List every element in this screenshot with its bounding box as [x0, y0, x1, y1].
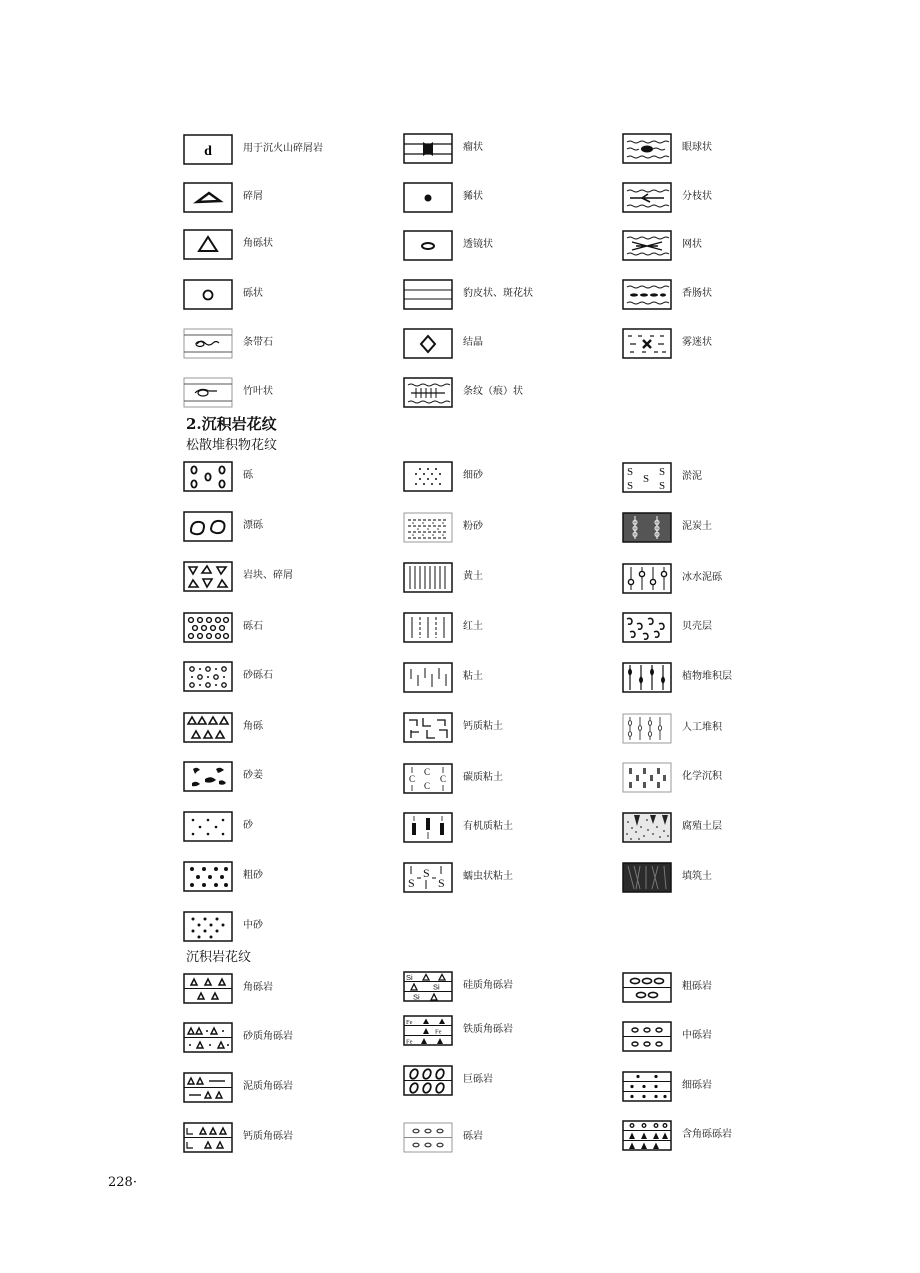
symbol-letter-s: S: [438, 875, 445, 890]
symbol-text-si: Si: [413, 992, 420, 1001]
symbol-letter-c: C: [424, 780, 431, 791]
legend-label: 碳质粘土: [463, 772, 503, 783]
organic-clay-symbol: [403, 812, 453, 843]
bamboo-leaf-symbol: [183, 377, 233, 408]
symbol-text-si: Si: [406, 972, 413, 982]
calcareous-nodule-symbol: [183, 761, 233, 792]
legend-item-reticulate: [622, 228, 702, 262]
legend-item-sandy-breccia: [183, 1020, 293, 1054]
legend-item-rock-block-debris: [183, 559, 293, 593]
legend-label: 瘤状: [463, 142, 483, 153]
legend-item-silt-mud: [622, 460, 702, 494]
crystalline-symbol: [403, 328, 453, 359]
chemical-deposit-symbol: [622, 762, 672, 793]
legend-item-glacial-till: [622, 561, 722, 595]
symbol-letter-s: S: [627, 465, 634, 478]
legend-item-fill-soil: [622, 860, 712, 894]
humus-layer-symbol: [622, 812, 672, 843]
angular-gravel-symbol: [183, 712, 233, 743]
silt-mud-symbol: [622, 462, 672, 493]
coarse-conglomerate-symbol: [622, 972, 672, 1003]
legend-item-clastic: [183, 180, 263, 214]
symbol-text-si: Si: [433, 982, 440, 991]
breccia-symbol: [183, 973, 233, 1004]
legend-item-breccia-bearing-conglomerate: [622, 1118, 732, 1152]
legend-label: 角砾状: [243, 238, 273, 249]
muddy-breccia-symbol: [183, 1072, 233, 1103]
reticulate-symbol: [622, 230, 672, 261]
legend-item-organic-clay: [403, 810, 513, 844]
calcareous-breccia-symbol: [183, 1122, 233, 1153]
legend-label: 条纹（痕）状: [463, 386, 523, 397]
legend-item-vermicular-clay: [403, 860, 513, 894]
volcanic-clastic-symbol: [183, 134, 233, 165]
legend-item-calcareous-clay: [403, 710, 503, 744]
legend-item-gravel-like: [183, 277, 263, 311]
legend-item-breccia: [183, 971, 273, 1005]
fine-sand-symbol: [403, 461, 453, 492]
legend-item-bamboo-leaf: [183, 375, 273, 409]
legend-item-striated: [403, 375, 523, 409]
peat-symbol: [622, 512, 672, 543]
subsection-title-loose-deposits: 松散堆积物花纹: [186, 438, 278, 453]
artificial-fill-symbol: [622, 713, 672, 744]
legend-label: 植物堆积层: [682, 671, 732, 682]
legend-label: 腐殖土层: [682, 821, 722, 832]
legend-label: 碎屑: [243, 191, 263, 202]
legend-label: 细砂: [463, 470, 483, 481]
legend-label: 岩块、碎屑: [243, 570, 293, 581]
legend-item-calcareous-nodule: [183, 759, 263, 793]
rock-block-debris-symbol: [183, 561, 233, 592]
shell-bed-symbol: [622, 612, 672, 643]
medium-sand-symbol: [183, 911, 233, 942]
medium-conglomerate-symbol: [622, 1021, 672, 1052]
legend-label: 巨砾岩: [463, 1074, 493, 1085]
legend-item-coarse-conglomerate: [622, 970, 712, 1004]
legend-item-plant-deposit: [622, 660, 732, 694]
legend-item-angular-gravel: [183, 710, 263, 744]
leopard-spot-symbol: [403, 279, 453, 310]
glacial-till-symbol: [622, 563, 672, 594]
symbol-letter-c: C: [440, 773, 447, 784]
page-number: 228·: [108, 1175, 137, 1190]
legend-label: 角砾: [243, 721, 263, 732]
symbol-letter-s: S: [659, 479, 666, 492]
legend-label: 粘土: [463, 671, 483, 682]
nebulitic-symbol: [622, 328, 672, 359]
legend-label: 黄土: [463, 571, 483, 582]
legend-item-dotted: [403, 180, 483, 214]
legend-label: 红土: [463, 621, 483, 632]
legend-item-ferruginous-breccia: [403, 1013, 513, 1047]
silt-symbol: [403, 512, 453, 543]
legend-item-boulder-conglomerate: [403, 1063, 493, 1097]
legend-label: 中砾岩: [682, 1030, 712, 1041]
nodular-symbol: [403, 133, 453, 164]
legend-label: 网状: [682, 239, 702, 250]
legend-label: 砾: [243, 470, 253, 481]
symbol-text-fe: Fe: [435, 1028, 442, 1035]
sandy-breccia-symbol: [183, 1022, 233, 1053]
legend-label: 化学沉积: [682, 771, 722, 782]
legend-label: 砂: [243, 820, 253, 831]
legend-item-clay: [403, 660, 483, 694]
legend-item-nebulitic: [622, 326, 712, 360]
legend-item-leopard-spot: [403, 277, 533, 311]
legend-label: 竹叶状: [243, 386, 273, 397]
legend-label: 蠕虫状粘土: [463, 871, 513, 882]
legend-label: 铁质角砾岩: [463, 1024, 513, 1035]
legend-label: 结晶: [463, 337, 483, 348]
symbol-letter-s: S: [423, 865, 430, 880]
plant-deposit-symbol: [622, 662, 672, 693]
legend-label: 硅质角砾岩: [463, 980, 513, 991]
legend-item-red-clay: [403, 610, 483, 644]
legend-label: 香肠状: [682, 288, 712, 299]
augen-symbol: [622, 133, 672, 164]
legend-label: 分枝状: [682, 191, 712, 202]
legend-item-fine-sand: [403, 459, 483, 493]
legend-label: 砾状: [243, 288, 263, 299]
legend-item-peat: [622, 510, 712, 544]
legend-item-coarse-sand: [183, 859, 263, 893]
branching-symbol: [622, 182, 672, 213]
legend-label: 中砂: [243, 920, 263, 931]
legend-item-conglomerate: [403, 1120, 483, 1154]
vermicular-clay-symbol: [403, 862, 453, 893]
loess-symbol: [403, 562, 453, 593]
legend-item-augen: [622, 131, 712, 165]
boudinage-symbol: [622, 279, 672, 310]
legend-item-lenticular: [403, 228, 493, 262]
legend-label: 填筑土: [682, 871, 712, 882]
legend-item-branching: [622, 180, 712, 214]
legend-item-nodular: [403, 131, 483, 165]
sand-symbol: [183, 811, 233, 842]
subsection-title-sedimentary-rock: 沉积岩花纹: [186, 950, 252, 965]
legend-label: 有机质粘土: [463, 821, 513, 832]
legend-label: 泥质角砾岩: [243, 1081, 293, 1092]
lenticular-symbol: [403, 230, 453, 261]
striated-symbol: [403, 377, 453, 408]
legend-label: 淤泥: [682, 471, 702, 482]
legend-label: 条带石: [243, 337, 273, 348]
legend-label: 砾岩: [463, 1131, 483, 1142]
symbol-text-fe: Fe: [406, 1018, 413, 1026]
clastic-symbol: [183, 182, 233, 213]
legend-label: 砂姜: [243, 770, 263, 781]
coarse-sand-symbol: [183, 861, 233, 892]
legend-item-silt: [403, 510, 483, 544]
section-title-sedimentary: 2.沉积岩花纹: [186, 415, 277, 433]
legend-item-crystalline: [403, 326, 483, 360]
legend-label: 雾迷状: [682, 337, 712, 348]
legend-label: 冰水泥砾: [682, 572, 722, 583]
fill-soil-symbol: [622, 862, 672, 893]
breccia-like-symbol: [183, 229, 233, 260]
legend-label: 用于沉火山碎屑岩: [243, 143, 323, 154]
legend-label: 细砾岩: [682, 1080, 712, 1091]
legend-item-carbonaceous-clay: [403, 761, 503, 795]
symbol-text-fe: Fe: [406, 1038, 413, 1045]
boulder-conglomerate-symbol: [403, 1065, 453, 1096]
legend-item-shell-bed: [622, 610, 712, 644]
calcareous-clay-symbol: [403, 712, 453, 743]
legend-label: 眼球状: [682, 142, 712, 153]
symbol-letter-s: S: [659, 465, 666, 478]
legend-label: 豨状: [463, 191, 483, 202]
legend-label: 豹皮状、斑花状: [463, 288, 533, 299]
legend-label: 粗砾岩: [682, 981, 712, 992]
legend-label: 粗砂: [243, 870, 263, 881]
siliceous-breccia-symbol: [403, 971, 453, 1002]
legend-item-boulder: [183, 509, 263, 543]
legend-label: 钙质角砾岩: [243, 1131, 293, 1142]
red-clay-symbol: [403, 612, 453, 643]
sandy-gravel-symbol: [183, 661, 233, 692]
legend-item-siliceous-breccia: [403, 969, 513, 1003]
symbol-letter-c: C: [424, 766, 431, 777]
legend-label: 人工堆积: [682, 722, 722, 733]
legend-label: 砂质角砾岩: [243, 1031, 293, 1042]
gravel-like-symbol: [183, 279, 233, 310]
symbol-letter-s: S: [627, 479, 634, 492]
legend-item-sandy-gravel: [183, 659, 273, 693]
legend-label: 含角砾砾岩: [682, 1129, 732, 1140]
legend-item-gravel-stone: [183, 610, 263, 644]
legend-item-breccia-like: [183, 227, 273, 261]
legend-label: 粉砂: [463, 521, 483, 532]
dotted-symbol: [403, 182, 453, 213]
legend-label: 砂砾石: [243, 670, 273, 681]
symbol-letter-c: C: [409, 773, 416, 784]
gravel-symbol: [183, 461, 233, 492]
ferruginous-breccia-symbol: [403, 1015, 453, 1046]
gravel-stone-symbol: [183, 612, 233, 643]
legend-label: 砾石: [243, 621, 263, 632]
legend-label: 角砾岩: [243, 982, 273, 993]
legend-item-boudinage: [622, 277, 712, 311]
legend-item-loess: [403, 560, 483, 594]
legend-item-volcanic-clastic: [183, 132, 323, 166]
legend-label: 漂砾: [243, 520, 263, 531]
legend-item-medium-conglomerate: [622, 1019, 712, 1053]
legend-item-humus-layer: [622, 810, 722, 844]
carbonaceous-clay-symbol: [403, 763, 453, 794]
banded-stone-symbol: [183, 328, 233, 359]
legend-item-muddy-breccia: [183, 1070, 293, 1104]
legend-item-artificial-fill: [622, 711, 722, 745]
legend-label: 贝壳层: [682, 621, 712, 632]
fine-conglomerate-symbol: [622, 1071, 672, 1102]
symbol-letter-s: S: [643, 472, 650, 485]
legend-item-calcareous-breccia: [183, 1120, 293, 1154]
legend-item-medium-sand: [183, 909, 263, 943]
symbol-letter-s: S: [408, 875, 415, 890]
legend-label: 钙质粘土: [463, 721, 503, 732]
legend-item-gravel: [183, 459, 253, 493]
boulder-symbol: [183, 511, 233, 542]
breccia-bearing-conglomerate-symbol: [622, 1120, 672, 1151]
legend-label: 泥炭土: [682, 521, 712, 532]
clay-symbol: [403, 662, 453, 693]
conglomerate-symbol: [403, 1122, 453, 1153]
legend-item-sand: [183, 809, 253, 843]
legend-item-fine-conglomerate: [622, 1069, 712, 1103]
legend-item-chemical-deposit: [622, 760, 722, 794]
legend-item-banded-stone: [183, 326, 273, 360]
symbol-letter-d: d: [204, 143, 212, 159]
legend-label: 透镜状: [463, 239, 493, 250]
